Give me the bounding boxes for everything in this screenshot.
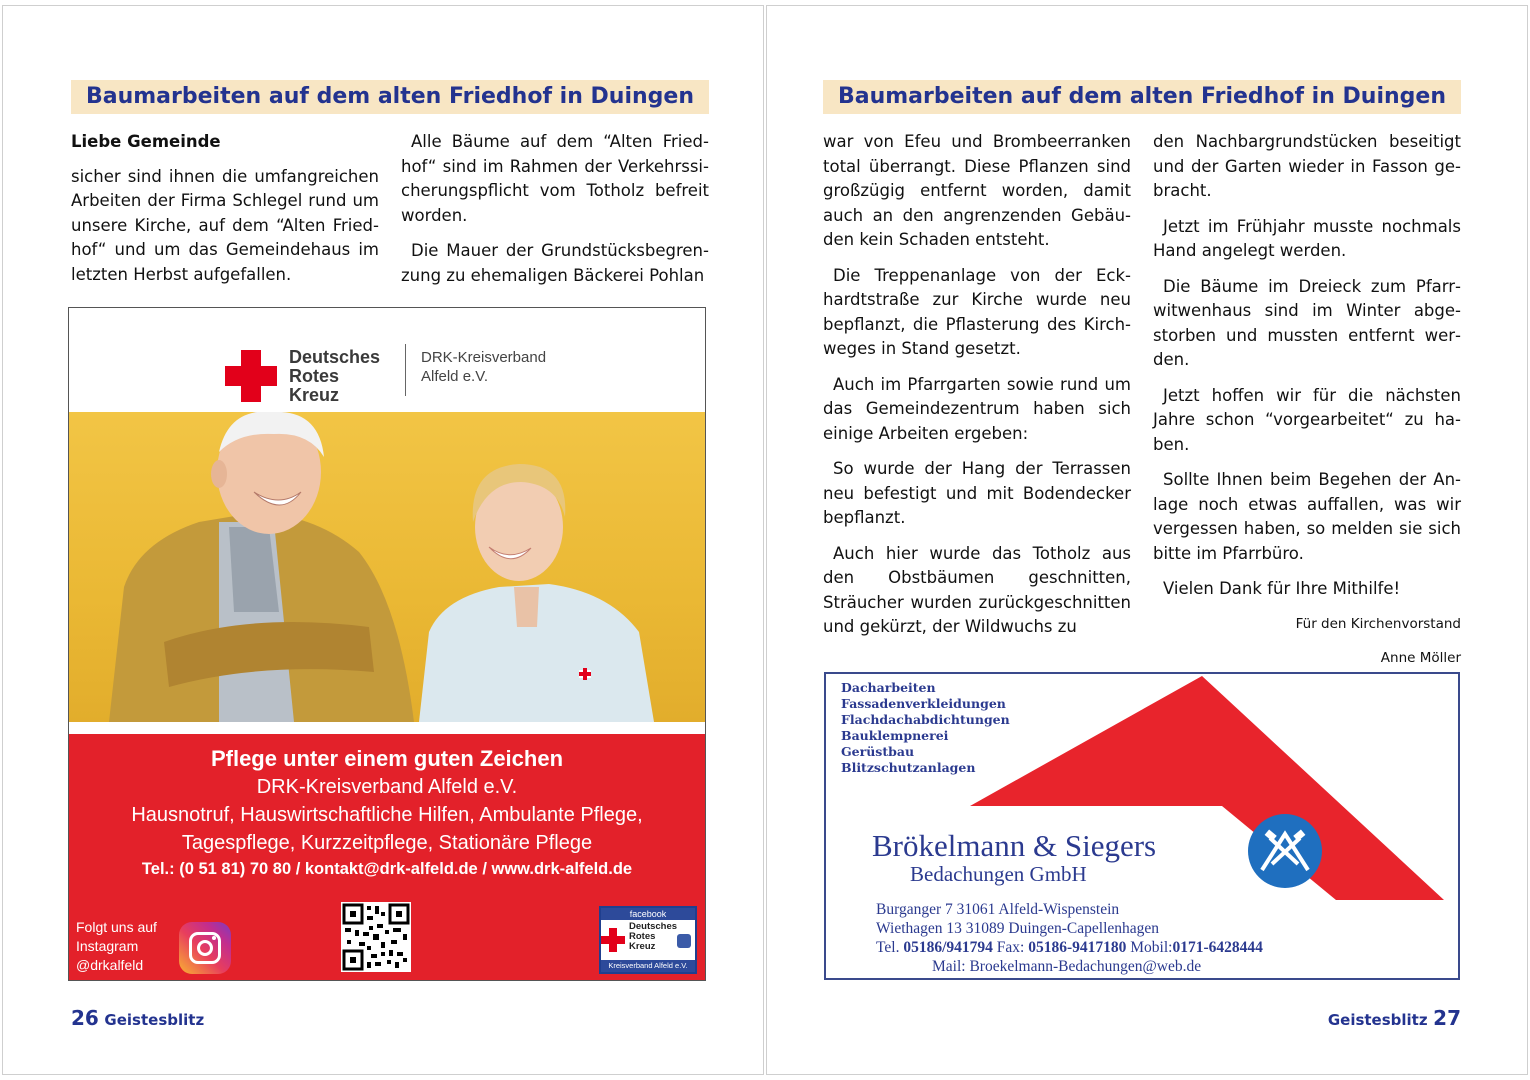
right-col1-paragraph-3: Auch im Pfarrgarten sowie rund um das Gemeindezentrum haben sich einige Arbeiten ergeben: [823,374,1131,443]
logo-sub-1: DRK-Kreisverband [421,349,547,366]
logo-word-1: Deutsches [289,347,381,367]
facebook-sublabel: Kreisverband Alfeld e.V. [601,960,695,972]
right-col1-paragraph-1: war von Efeu und Brombeerranken total überrangt. Diese Pflanzen sind großzügig entfernt worden, damit auch an den angrenzenden Gebäuden kein Schaden entsteht. [823,132,1131,249]
right-col2-paragraph-4: Jetzt hoffen wir für die nächsten Jahre schon “vorgearbeitet“ zu haben. [1153,385,1461,454]
right-col2-paragraph-5: Sollte Ihnen beim Begehen der Anlage noch etwas auffallen, was wir vergessen haben, so melden sie sich bitte im Pfarrbüro. [1153,470,1461,563]
fb-word-2: Rotes [629,931,656,942]
left-page-footer [71,1006,204,1030]
tel-number: 05186/941794 [903,939,993,956]
roof-services-list [841,680,1010,776]
logo-word-2: Rotes [289,366,340,386]
magazine-name: Geistesblitz [1327,1011,1428,1029]
fax-number: 05186-9417180 [1028,939,1127,956]
service-item: Fassadenverkleidungen [841,696,1006,711]
tel-label: Tel. [876,939,900,956]
drk-headline: Pflege unter einem guten Zeichen [210,746,564,771]
right-col1-paragraph-2: Die Treppenanlage von der Eckhardtstraße zur Kirche wurde neu bepflanzt, die Pflasterung des Kirchweges in Stand gesetzt. [823,265,1131,358]
mail-address[interactable]: Broekelmann-Bedachungen@web.de [969,958,1202,975]
left-col2-paragraph-2: Die Mauer der Grundstücksbegrenzung zu ehemaligen Bäckerei Pohlan [401,241,709,285]
service-item: Flachdachabdichtungen [841,712,1010,727]
instagram-text [76,918,157,975]
fb-word-1: Deutsches [629,921,678,932]
drk-logo [69,308,705,412]
instagram-line-3: @drkalfeld [76,957,144,973]
facebook-badge[interactable] [599,906,697,974]
signature-line-1: Für den Kirchenvorstand [1295,615,1461,632]
left-column-2 [401,130,709,299]
drk-org: DRK-Kreisverband Alfeld e.V. [256,776,518,798]
right-column-2 [1153,130,1461,681]
service-item: Gerüstbau [841,744,915,759]
left-page-header: Baumarbeiten auf dem alten Friedhof in Duingen [71,80,709,114]
drk-photo [69,412,705,722]
address-2: Wiethagen 13 31089 Duingen-Capellenhagen [876,920,1160,937]
right-col1-paragraph-4: So wurde der Hang der Terrassen neu befestigt und mit Bodendecker bepflanzt. [823,459,1131,527]
instagram-line-2: Instagram [76,938,139,954]
magazine-name: Geistesblitz [104,1011,205,1029]
drk-advertisement [68,307,706,981]
drk-contact: Tel.: (0 51 81) 70 80 / kontakt@drk-alfeld.de / www.drk-alfeld.de [141,860,633,878]
roofing-advertisement [824,672,1460,980]
page-number: 26 [71,1006,99,1030]
right-col2-paragraph-3: Die Bäume im Dreieck zum Pfarrwitwenhaus sind im Winter abgestorben und mussten entfernt werden. [1153,276,1461,369]
service-item: Bauklempnerei [841,728,949,743]
mobil-label: Mobil: [1130,939,1173,956]
logo-sub-2: Alfeld e.V. [421,368,488,385]
right-col2-paragraph-1: den Nachbargrundstücken beseitigt und der Garten wieder in Fasson gebracht. [1153,132,1461,200]
mobil-number: 0171-6428444 [1172,939,1263,956]
company-subtitle: Bedachungen GmbH [910,862,1087,886]
right-col1-paragraph-5: Auch hier wurde das Totholz aus den Obstbäumen geschnitten, Sträucher wurden zurückgeschnitten und gekürzt, der Wildwuchs zu [823,543,1131,636]
instagram-icon[interactable] [179,922,231,974]
signature-line-2: Anne Möller [1380,649,1461,666]
greeting: Liebe Gemeinde [71,132,221,151]
facebook-label: facebook [601,908,695,920]
right-col2-paragraph-2: Jetzt im Frühjahr musste nochmals Hand angelegt werden. [1153,216,1461,260]
right-col2-paragraph-6: Vielen Dank für Ihre Mithilfe! [1163,579,1401,598]
logo-word-3: Kreuz [289,385,340,405]
right-page-footer [1328,1006,1461,1030]
service-item: Dacharbeiten [841,680,936,695]
right-page-header: Baumarbeiten auf dem alten Friedhof in Duingen [823,80,1461,114]
left-col1-paragraph-1: sicher sind ihnen die umfangreichen Arbeiten der Firma Schlegel rund um unsere Kirche, auf dem “Alten Friedhof“ und um das Gemeindehaus im letzten Herbst aufgefallen. [71,166,379,284]
logo-divider [405,344,406,396]
drk-services-2: Tagespflege, Kurzzeitpflege, Stationäre Pflege [181,832,593,854]
right-column-1 [823,130,1131,651]
left-col2-paragraph-1: Alle Bäume auf dem “Alten Friedhof“ sind im Rahmen der Verkehrssicherungspflicht vom Totholz befreit worden. [401,132,709,225]
thumbs-up-icon [677,934,691,948]
mail-label: Mail: [932,958,966,975]
roofer-guild-badge-icon [1248,814,1322,888]
facebook-logo-text [629,922,677,952]
company-name: Brökelmann & Siegers [872,828,1157,863]
drk-red-panel [69,734,705,980]
fb-word-3: Kreuz [629,941,656,952]
left-column-1 [71,130,379,298]
fax-label: Fax: [996,939,1025,956]
page-number: 27 [1433,1006,1461,1030]
qr-code-icon[interactable] [341,902,411,972]
instagram-line-1: Folgt uns auf [76,919,157,935]
service-item: Blitzschutzanlagen [841,760,976,775]
phone-line [876,938,1263,957]
address-1: Burganger 7 31061 Alfeld-Wispenstein [876,901,1120,918]
mail-line [932,957,1201,976]
drk-services-1: Hausnotruf, Hauswirtschaftliche Hilfen, Ambulante Pflege, [131,804,643,826]
elderly-man-and-nurse-illustration [69,412,705,722]
